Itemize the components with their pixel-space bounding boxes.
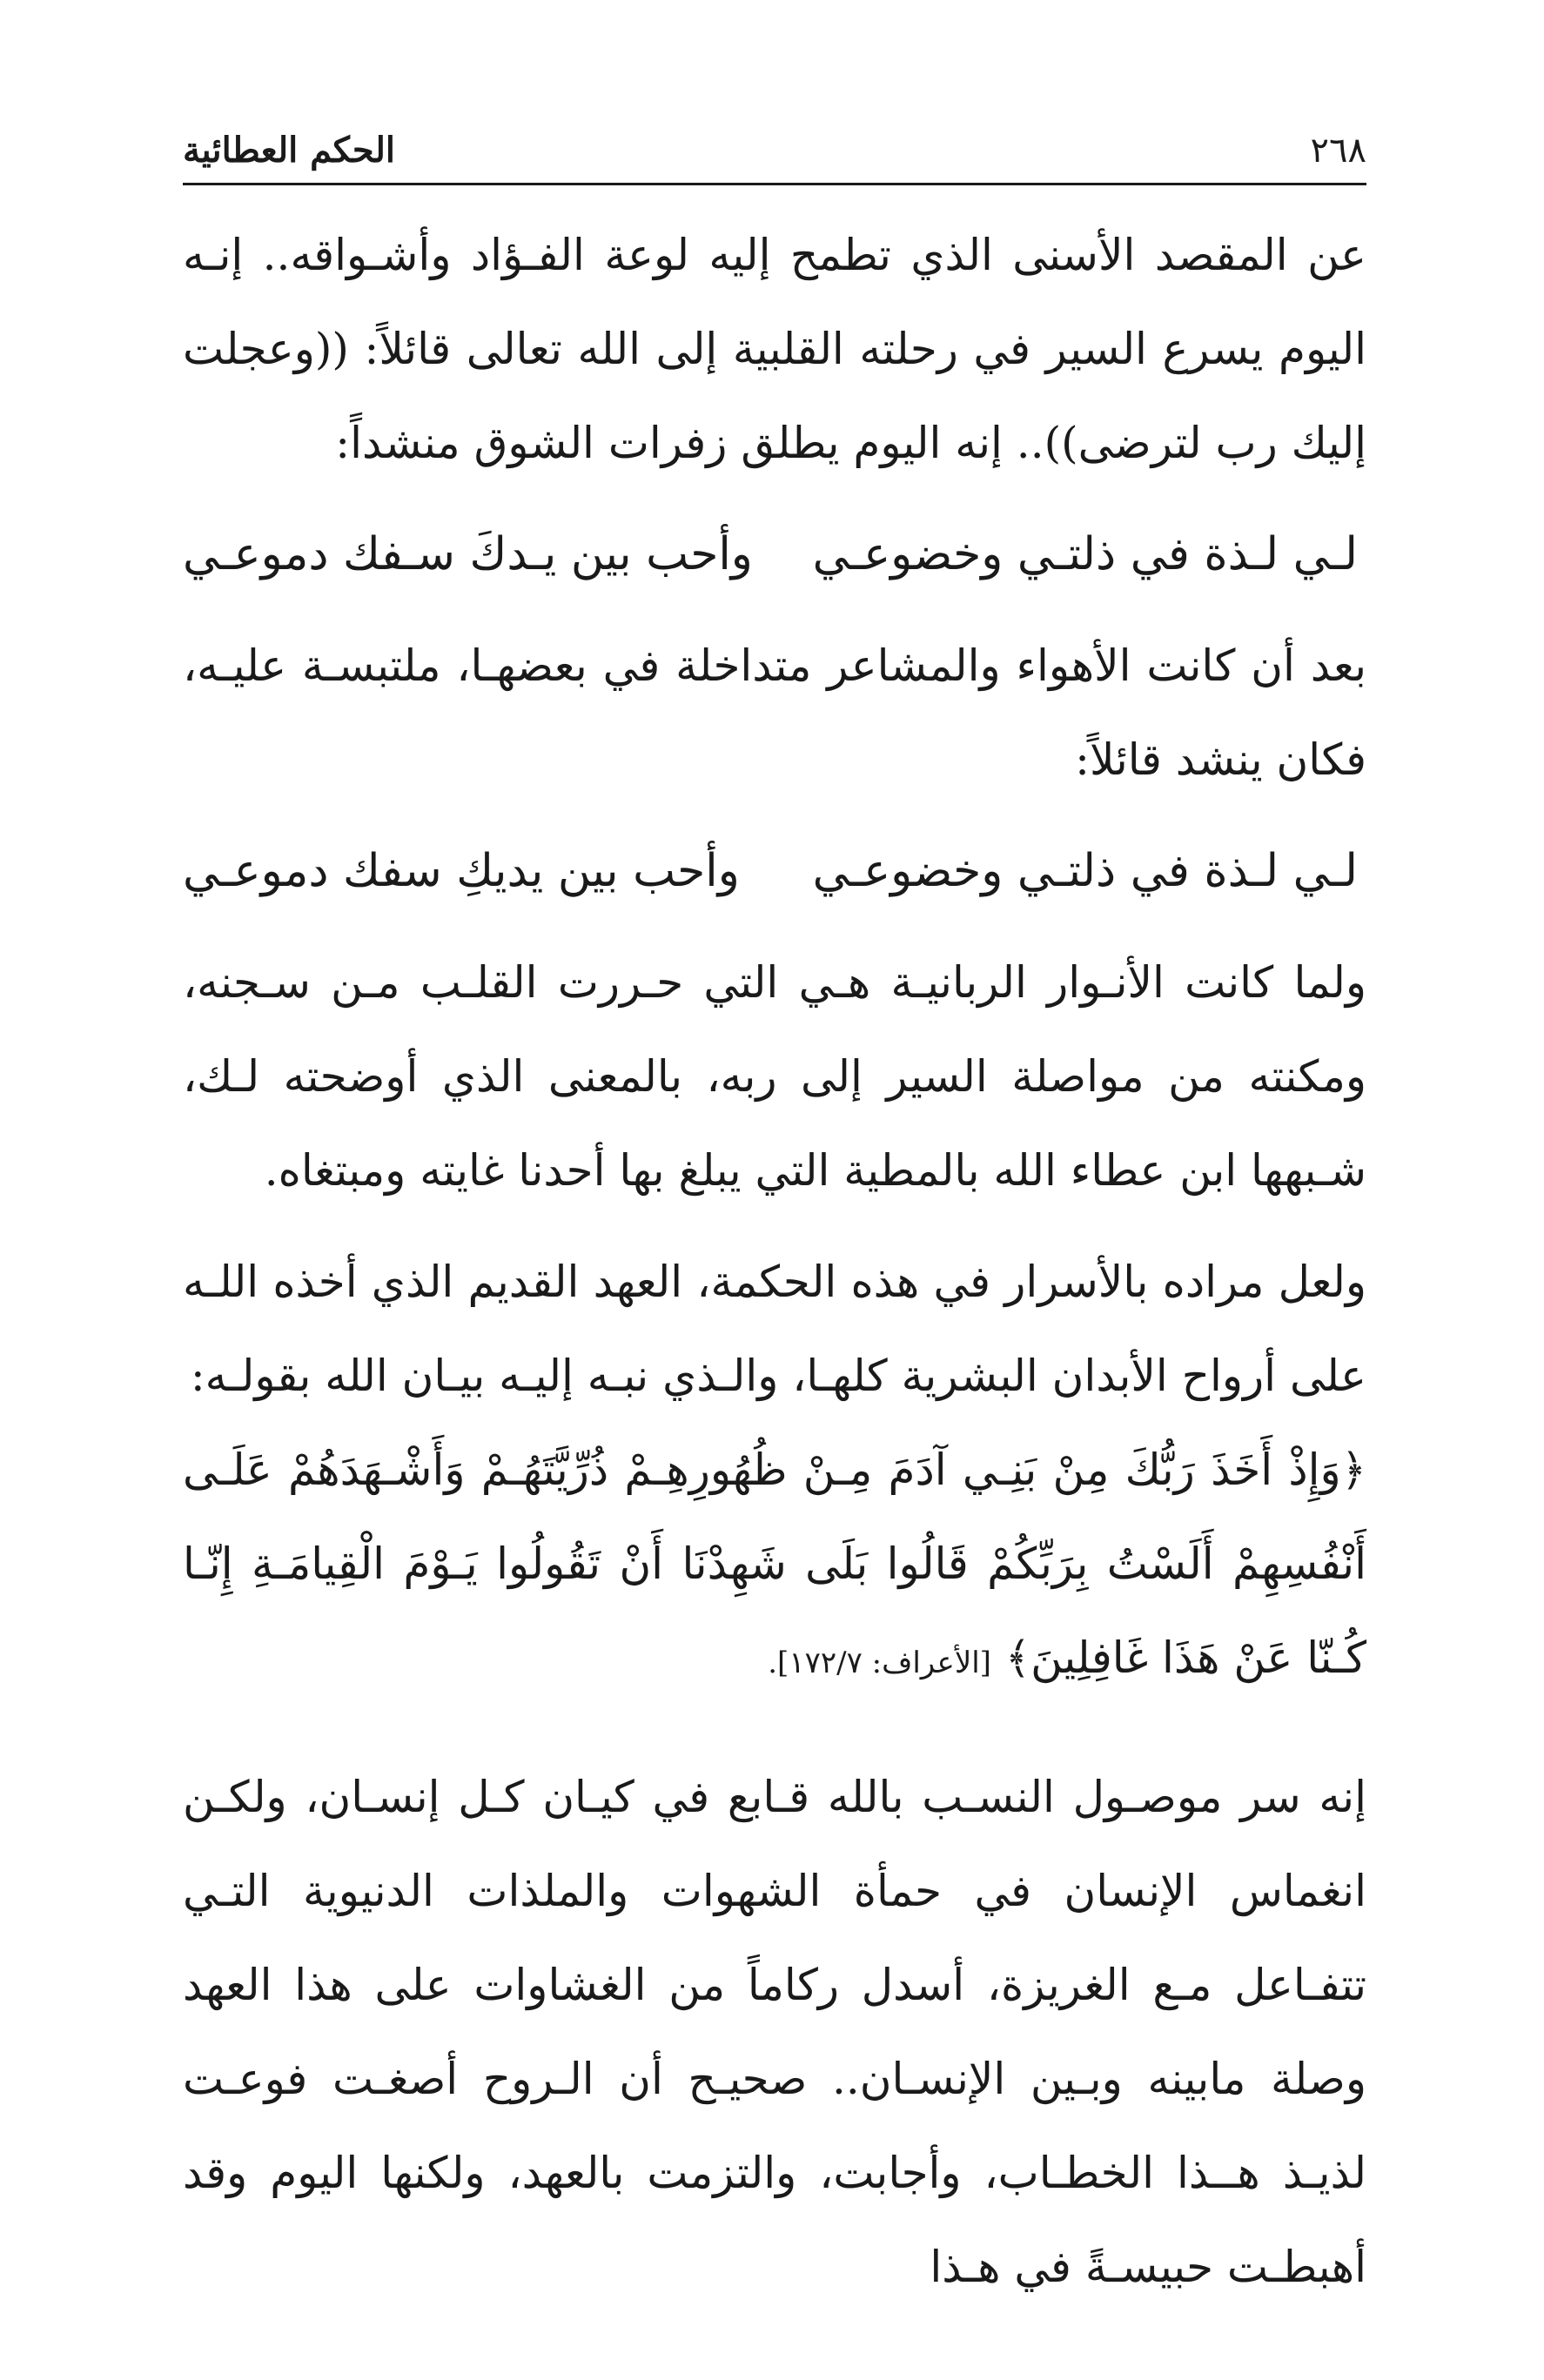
verse-2	[183, 824, 1366, 918]
quran-reference: [الأعراف: ١٧٢/٧].	[768, 1646, 991, 1680]
page-number: ٢٦٨	[1310, 131, 1366, 171]
quran-quote	[183, 1423, 1366, 1710]
page-header	[183, 113, 1366, 185]
verse-1	[183, 507, 1366, 601]
running-title: الحكم العطائية	[183, 130, 396, 171]
paragraph-3: ولما كانت الأنـوار الربانيـة هـي التي حـررت القلـب مـن سـجنه، ومكنته من مواصلة السير إلى ربه، بالمعنى الذي أوضحته لـك، شـبهها ابن عطاء الله بالمطية التي يبلغ بها أحدنا غايته ومبتغاه.	[183, 957, 1366, 1196]
quran-verse-text: ﴿وَإِذْ أَخَذَ رَبُّكَ مِنْ بَنِـي آدَمَ مِـنْ ظُهُورِهِـمْ ذُرِّيَّتَهُـمْ وَأَشْـهَدَهُمْ عَلَـى أَنْفُسِهِمْ أَلَسْتُ بِرَبِّكُمْ قَالُوا بَلَى شَهِدْنَا أَنْ تَقُولُوا يَـوْمَ الْقِيامَـةِ إِنّـا كُـنّا عَنْ هَذَا غَافِلِينَ﴾	[183, 1445, 1366, 1683]
paragraph-4: ولعل مراده بالأسرار في هذه الحكمة، العهد القديم الذي أخذه اللـه على أرواح الأبدان البشرية كلهـا، والـذي نبـه إليـه بيـان الله بقولـه:	[183, 1257, 1366, 1401]
document-page	[183, 113, 1366, 2292]
page-body	[183, 208, 1366, 2314]
verse-2-first-hemistich: لـي لـذة في ذلتـي وخضوعـي	[812, 845, 1358, 897]
verse-2-second-hemistich: وأحب بين يديكِ سفك دموعـي	[183, 845, 740, 897]
paragraph-2: بعد أن كانت الأهواء والمشاعر متداخلة في بعضهـا، ملتبسـة عليـه، فكان ينشد قائلاً:	[183, 640, 1366, 785]
paragraph-1: عن المقصد الأسنى الذي تطمح إليه لوعة الفـؤاد وأشـواقه.. إنـه اليوم يسرع السير في رحلته القلبية إلى الله تعالى قائلاً: ((وعجلت إليك رب لترضى)).. إنه اليوم يطلق زفرات الشوق منشداً:	[183, 230, 1366, 468]
verse-1-second-hemistich: وأحب بين يـدكَ سـفك دموعـي	[183, 528, 753, 580]
verse-1-first-hemistich: لـي لـذة في ذلتـي وخضوعـي	[812, 528, 1358, 580]
paragraph-5: إنه سر موصـول النسـب بالله قـابع في كيـان كـل إنسـان، ولكـن انغماس الإنسان في حمأة الشهوات والملذات الدنيوية التـي تتفـاعل مـع الغريزة، أسدل ركاماً من الغشاوات على هذا العهد وصلة مابينه وبـين الإنسـان.. صحيـح أن الـروح أصغـت فوعـت لذيـذ هــذا الخطـاب، وأجابت، والتزمت بالعهد، ولكنها اليوم وقد أهبطـت حبيسـةً في هـذا	[183, 1772, 1366, 2292]
